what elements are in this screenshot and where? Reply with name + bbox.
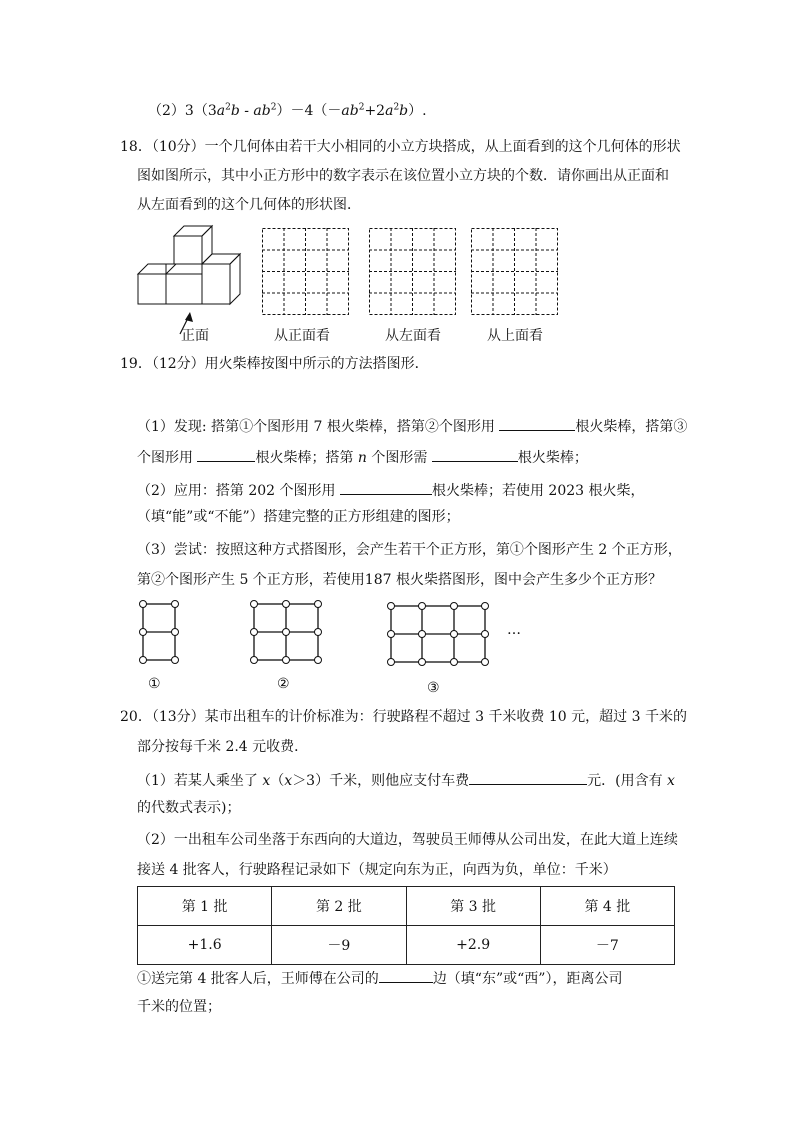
- cube-stack-figure: [132, 222, 252, 342]
- figure-1-label: ①: [148, 676, 161, 692]
- q20-part2-line1: （2）一出租车公司坐落于东西向的大道边，驾驶员王师傅从公司出发，在此大道上连续: [137, 832, 678, 848]
- q17-part2: $(2)3(3a^2b - ab^2)-4(-ab^2+2a^2b)$.: [148, 102, 427, 119]
- left-view-caption: 从左面看: [385, 328, 441, 344]
- table-header-cell: 第 1 批: [138, 887, 272, 926]
- q20-part2-line2: 接送 4 批客人，行驶路程记录如下（规定向东为正，向西为负，单位：千米）: [137, 862, 617, 878]
- q19-part2-line1: （2）应用：搭第 202 个图形用 根火柴棒；若使用 2023 根火柴，: [137, 478, 645, 501]
- front-label: 正面: [181, 328, 209, 344]
- table-cell: +2.9: [406, 926, 540, 965]
- q20-part1-line1: （1）若某人乘坐了 x（x＞3）千米，则他应支付车费 元．(用含有 x: [137, 768, 675, 791]
- table-cell: +1.6: [138, 926, 272, 965]
- table-cell: －9: [272, 926, 406, 965]
- q20-line2: 部分按每千米 2.4 元收费．: [137, 739, 309, 755]
- front-view-grid: [262, 228, 350, 316]
- q19-part2-line2: （填“能”或“不能”）搭建完整的正方形组建的图形；: [137, 509, 460, 525]
- q20-subq1-line2: 千米的位置；: [137, 999, 221, 1015]
- figure-ellipsis: …: [507, 622, 521, 638]
- answer-blank[interactable]: [340, 478, 432, 495]
- q18-line1: 18．（10分）一个几何体由若干大小相同的小立方块搭成，从上面看到的这个几何体的形状: [120, 139, 681, 155]
- figure-2-label: ②: [277, 676, 290, 692]
- table-cell: －7: [540, 926, 674, 965]
- mileage-record-table: [137, 886, 675, 965]
- q18-line3: 从左面看到的这个几何体的形状图．: [137, 197, 361, 213]
- table-header-cell: 第 4 批: [540, 887, 674, 926]
- front-view-caption: 从正面看: [274, 328, 330, 344]
- answer-blank[interactable]: [499, 414, 575, 431]
- figure-3-label: ③: [427, 680, 440, 696]
- top-view-grid: [471, 228, 559, 316]
- q20-line1: 20．（13分）某市出租车的计价标准为：行驶路程不超过 3 千米收费 10 元，超过 3 千米的: [120, 709, 687, 725]
- q19-part3-line1: （3）尝试：按照这种方式搭图形，会产生若干个正方形，第①个图形产生 2 个正方形，: [137, 542, 682, 558]
- left-view-grid: [369, 228, 457, 316]
- q20-part1-line2: 的代数式表示)；: [137, 800, 241, 816]
- q20-subq1-line1: ①送完第 4 批客人后，王师傅在公司的 边（填“东”或“西”），距离公司: [137, 966, 622, 989]
- answer-blank[interactable]: [469, 768, 587, 785]
- answer-blank[interactable]: [197, 445, 255, 462]
- table-header-cell: 第 3 批: [406, 887, 540, 926]
- q19-part1-line1: （1）发现: 搭第①个图形用 7 根火柴棒，搭第②个图形用 根火柴棒，搭第③: [137, 414, 687, 437]
- matchstick-figure-2: [248, 598, 324, 668]
- q19-part1-line2: 个图形用 根火柴棒；搭第 n 个图形需 根火柴棒；: [137, 445, 588, 468]
- answer-blank[interactable]: [379, 966, 433, 983]
- q19-title: 19．（12分）用火柴棒按图中所示的方法搭图形．: [120, 356, 429, 372]
- q19-part3-line2: 第②个图形产生 5 个正方形，若使用187 根火柴搭图形，图中会产生多少个正方形？: [137, 572, 662, 588]
- top-view-caption: 从上面看: [487, 328, 543, 344]
- matchstick-figure-1: [136, 598, 182, 668]
- matchstick-figure-3: [385, 600, 491, 670]
- answer-blank[interactable]: [432, 445, 518, 462]
- table-row: [138, 926, 675, 965]
- table-header-cell: 第 2 批: [272, 887, 406, 926]
- q18-line2: 图如图所示，其中小正方形中的数字表示在该位置小立方块的个数．请你画出从正面和: [137, 168, 669, 184]
- table-header-row: [138, 887, 675, 926]
